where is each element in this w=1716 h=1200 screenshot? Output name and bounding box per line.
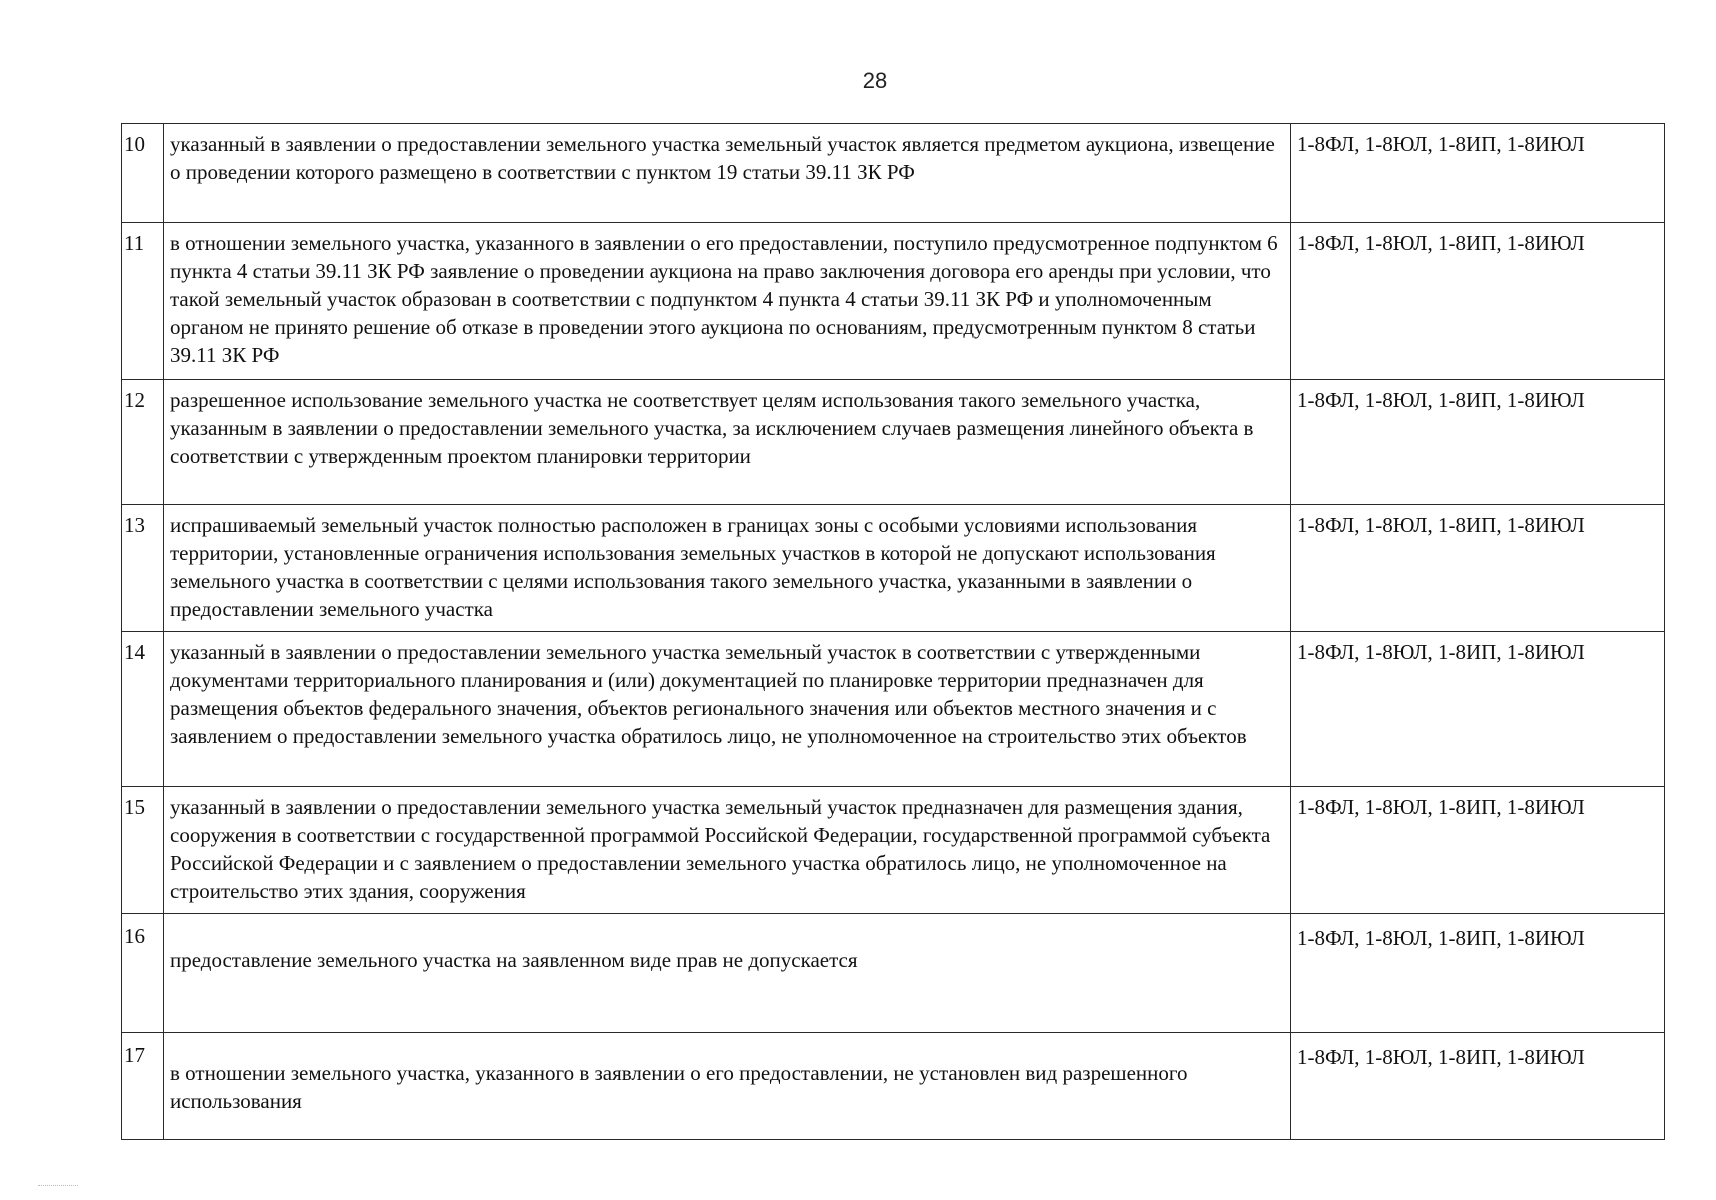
table-row xyxy=(122,787,1665,914)
row-number: 13 xyxy=(122,505,164,632)
row-text: указанный в заявлении о предоставлении земельного участка земельный участок является предметом аукциона, извещение о проведении которого размещено в соответствии с пунктом 19 статьи 39.11 ЗК РФ xyxy=(164,124,1291,223)
row-text: в отношении земельного участка, указанного в заявлении о его предоставлении, не установлен вид разрешенного использования xyxy=(164,1033,1291,1140)
row-codes: 1-8ФЛ, 1-8ЮЛ, 1-8ИП, 1-8ИЮЛ xyxy=(1291,223,1665,380)
row-codes: 1-8ФЛ, 1-8ЮЛ, 1-8ИП, 1-8ИЮЛ xyxy=(1291,914,1665,1033)
row-text: в отношении земельного участка, указанного в заявлении о его предоставлении, поступило предусмотренное подпунктом 6 пункта 4 статьи 39.11 ЗК РФ заявление о проведении аукциона на право заключения договора его аренды при условии, что такой земельный участок образован в соответствии с подпунктом 4 пункта 4 статьи 39.11 ЗК РФ и уполномоченным органом не принято решение об отказе в проведении этого аукциона по основаниям, предусмотренным пунктом 8 статьи 39.11 ЗК РФ xyxy=(164,223,1291,380)
row-text: предоставление земельного участка на заявленном виде прав не допускается xyxy=(164,914,1291,1033)
row-codes: 1-8ФЛ, 1-8ЮЛ, 1-8ИП, 1-8ИЮЛ xyxy=(1291,380,1665,505)
row-codes: 1-8ФЛ, 1-8ЮЛ, 1-8ИП, 1-8ИЮЛ xyxy=(1291,505,1665,632)
table-row xyxy=(122,223,1665,380)
page-number: 28 xyxy=(862,68,888,93)
row-text: указанный в заявлении о предоставлении земельного участка земельный участок предназначен для размещения здания, сооружения в соответствии с государственной программой Российской Федерации, государственной программой субъекта Российской Федерации и с заявлением о предоставлении земельного участка обратилось лицо, не уполномоченное на строительство этих здания, сооружения xyxy=(164,787,1291,914)
row-number: 16 xyxy=(122,914,164,1033)
row-number: 15 xyxy=(122,787,164,914)
row-number: 12 xyxy=(122,380,164,505)
row-codes: 1-8ФЛ, 1-8ЮЛ, 1-8ИП, 1-8ИЮЛ xyxy=(1291,124,1665,223)
row-codes: 1-8ФЛ, 1-8ЮЛ, 1-8ИП, 1-8ИЮЛ xyxy=(1291,787,1665,914)
table-row xyxy=(122,380,1665,505)
scan-artifact xyxy=(38,1185,78,1187)
row-number: 10 xyxy=(122,124,164,223)
table-row xyxy=(122,124,1665,223)
row-text: указанный в заявлении о предоставлении земельного участка земельный участок в соответствии с утвержденными документами территориального планирования и (или) документацией по планировке территории предназначен для размещения объектов федерального значения, объектов регионального значения или объектов местного значения и с заявлением о предоставлении земельного участка обратилось лицо, не уполномоченное на строительство этих объектов xyxy=(164,632,1291,787)
table-row xyxy=(122,1033,1665,1140)
row-text: испрашиваемый земельный участок полностью расположен в границах зоны с особыми условиями использования территории, установленные ограничения использования земельных участков в которой не допускают использования земельного участка в соответствии с целями использования такого земельного участка, указанными в заявлении о предоставлении земельного участка xyxy=(164,505,1291,632)
grounds-table xyxy=(121,123,1665,1140)
row-number: 17 xyxy=(122,1033,164,1140)
row-text: разрешенное использование земельного участка не соответствует целям использования такого земельного участка, указанным в заявлении о предоставлении земельного участка, за исключением случаев размещения линейного объекта в соответствии с утвержденным проектом планировки территории xyxy=(164,380,1291,505)
table-row xyxy=(122,914,1665,1033)
row-codes: 1-8ФЛ, 1-8ЮЛ, 1-8ИП, 1-8ИЮЛ xyxy=(1291,632,1665,787)
row-number: 11 xyxy=(122,223,164,380)
row-codes: 1-8ФЛ, 1-8ЮЛ, 1-8ИП, 1-8ИЮЛ xyxy=(1291,1033,1665,1140)
row-number: 14 xyxy=(122,632,164,787)
table-row xyxy=(122,505,1665,632)
table-row xyxy=(122,632,1665,787)
